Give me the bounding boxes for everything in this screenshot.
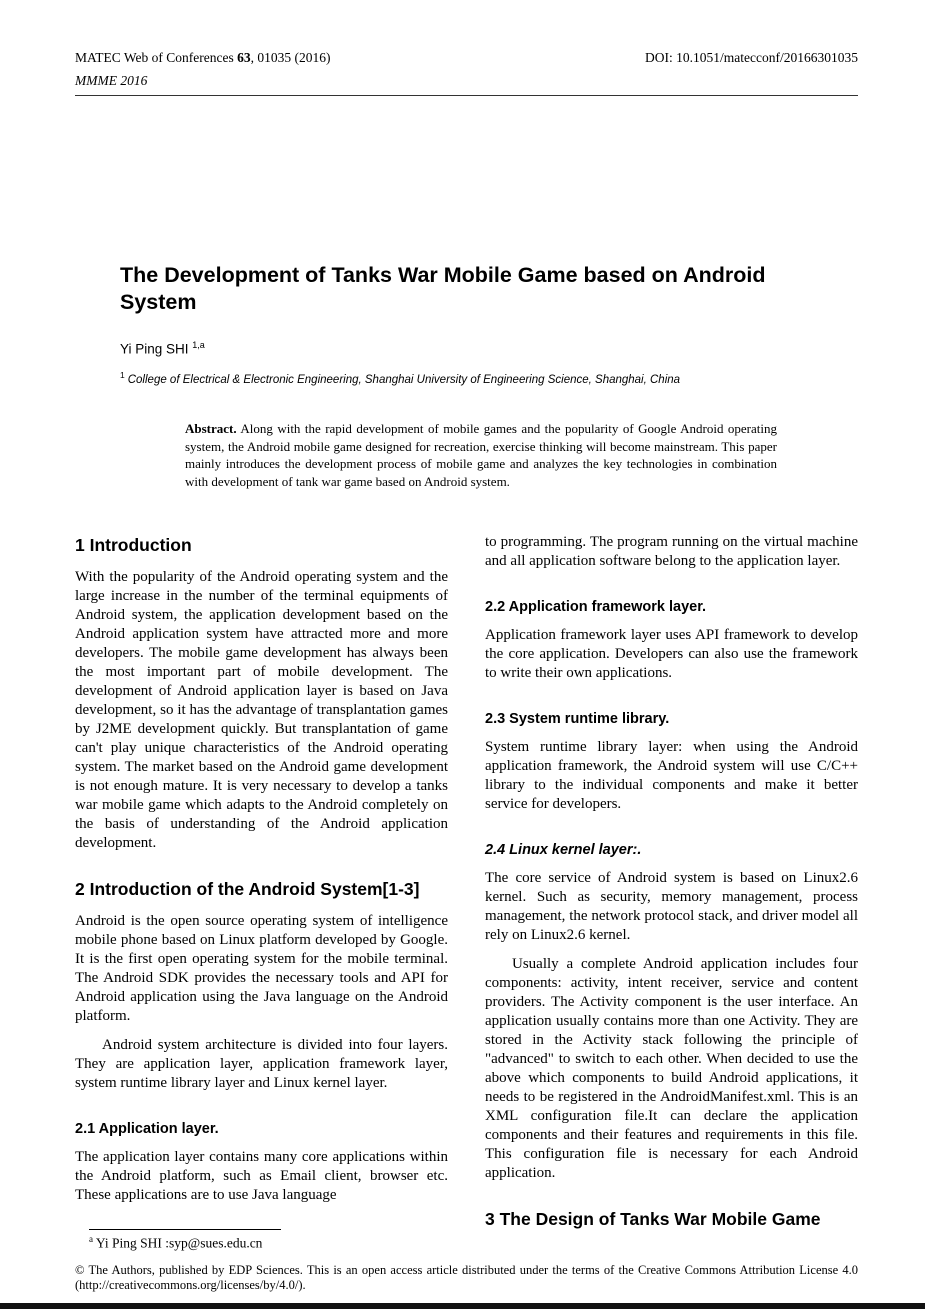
author-name: Yi Ping SHI xyxy=(120,341,189,357)
article-number: , 01035 (2016) xyxy=(250,50,331,65)
header-divider xyxy=(75,95,858,96)
affiliation-text: College of Electrical & Electronic Engineering, Shanghai University of Engineering Science, Shanghai, China xyxy=(127,373,681,386)
subsection-2-4-heading: 2.4 Linux kernel layer:. xyxy=(485,842,642,858)
footnote xyxy=(75,1234,448,1252)
paragraph-application-layer: The application layer contains many core applications within the Android platform, such as Email client, browser etc. These applications are to use Java language xyxy=(75,1148,448,1203)
paragraph-framework-layer: Application framework layer uses API framework to develop the core application. Developers can also use the framework to write their own applications. xyxy=(485,627,858,681)
left-column xyxy=(75,533,448,1251)
paragraph-architecture-layers: Android system architecture is divided into four layers. They are application layer, application framework layer, system runtime library layer and Linux kernel layer. xyxy=(75,1036,448,1091)
footnote-text: Yi Ping SHI :syp@sues.edu.cn xyxy=(93,1235,263,1251)
author-superscript: 1,a xyxy=(192,340,205,350)
paper-title: The Development of Tanks War Mobile Game based on Android System xyxy=(120,263,766,314)
journal-name: MATEC Web of Conferences xyxy=(75,50,238,65)
journal-issue: 63 xyxy=(237,50,251,65)
affiliation-superscript: 1 xyxy=(120,370,125,380)
abstract-label: Abstract. xyxy=(185,421,237,436)
section-2-heading: 2 Introduction of the Android System[1-3] xyxy=(75,878,420,899)
paragraph-runtime-library: System runtime library layer: when using the Android application framework, the Android system will use C/C++ library to the individual components and make it better service for developers. xyxy=(485,739,858,812)
footnote-divider xyxy=(89,1229,281,1230)
abstract xyxy=(185,420,777,490)
page-bottom-edge xyxy=(0,1303,925,1309)
footer-copyright: © The Authors, published by EDP Sciences. This is an open access article distributed under the terms of the Creative Commons Attribution License 4.0 (http://creativecommons.org/licenses/by/4.0/). xyxy=(75,1263,858,1292)
footnote-area xyxy=(75,1215,448,1252)
paragraph-android-overview: Android is the open source operating system of intelligence mobile phone based on Linux platform developed by Google. It is the first open operating system for the mobile terminal. The Android SDK provides the necessary tools and API for Android application using the Java language on the Android platform. xyxy=(75,912,448,1024)
subsection-2-3-heading: 2.3 System runtime library. xyxy=(485,711,670,727)
subsection-2-1-heading: 2.1 Application layer. xyxy=(75,1120,219,1137)
body-columns xyxy=(75,533,858,1251)
paragraph-application-components: Usually a complete Android application includes four components: activity, intent receiver, service and content providers. The Activity component is the user interface. An application usually contains more than one Activity. They are stored in the Activity stack following the principle of "advanced" to switch to each other. When decided to use the above which components to build Android applications, it needs to be registered in the AndroidManifest.xml. This is an XML configuration file.It can declare the application components and their features and requirements in this file. This configuration file is necessary for each Android application. xyxy=(485,956,858,1181)
subsection-2-2-heading: 2.2 Application framework layer. xyxy=(485,599,707,615)
doi: DOI: 10.1051/matecconf/20166301035 xyxy=(645,50,858,65)
section-1-heading: 1 Introduction xyxy=(75,535,192,555)
paragraph-linux-kernel: The core service of Android system is based on Linux2.6 kernel. Such as security, memory management, process management, the network protocol stack, and driver model all rely on Linux2.6 kernel. xyxy=(485,870,858,943)
author-line xyxy=(120,340,205,357)
abstract-text: Along with the rapid development of mobile games and the popularity of Google Android operating system, the Android mobile game designed for recreation, exercise thinking will become mainstream. This paper mainly introduces the development process of mobile game and analyzes the key technologies in combination with development of tank war game based on Android system. xyxy=(185,421,777,489)
affiliation xyxy=(120,370,800,386)
page-header xyxy=(75,50,858,96)
conference-name: MMME 2016 xyxy=(75,73,148,88)
paragraph-application-layer-continued: to programming. The program running on the virtual machine and all application software belong to the application layer. xyxy=(485,534,858,569)
footnote-marker: a xyxy=(89,1233,93,1244)
journal-reference xyxy=(75,50,331,66)
section-3-heading: 3 The Design of Tanks War Mobile Game xyxy=(485,1209,821,1229)
right-column xyxy=(485,533,858,1251)
paragraph-introduction: With the popularity of the Android operating system and the large increase in the number of the terminal equipments of Android system, the application development based on the Android application system have attracted more and more developers. The mobile game development has always been the most important part of mobile development. The development of Android application layer is based on Java development, so it has the advantage of transplantation games by J2ME development quickly. But transplantation of game can't play unique characteristics of the Android operating system. The market based on the Android game development is not enough mature. It is very necessary to develop a tanks war mobile game which adapts to the Android completely on the basis of understanding of the Android application development. xyxy=(75,568,448,851)
